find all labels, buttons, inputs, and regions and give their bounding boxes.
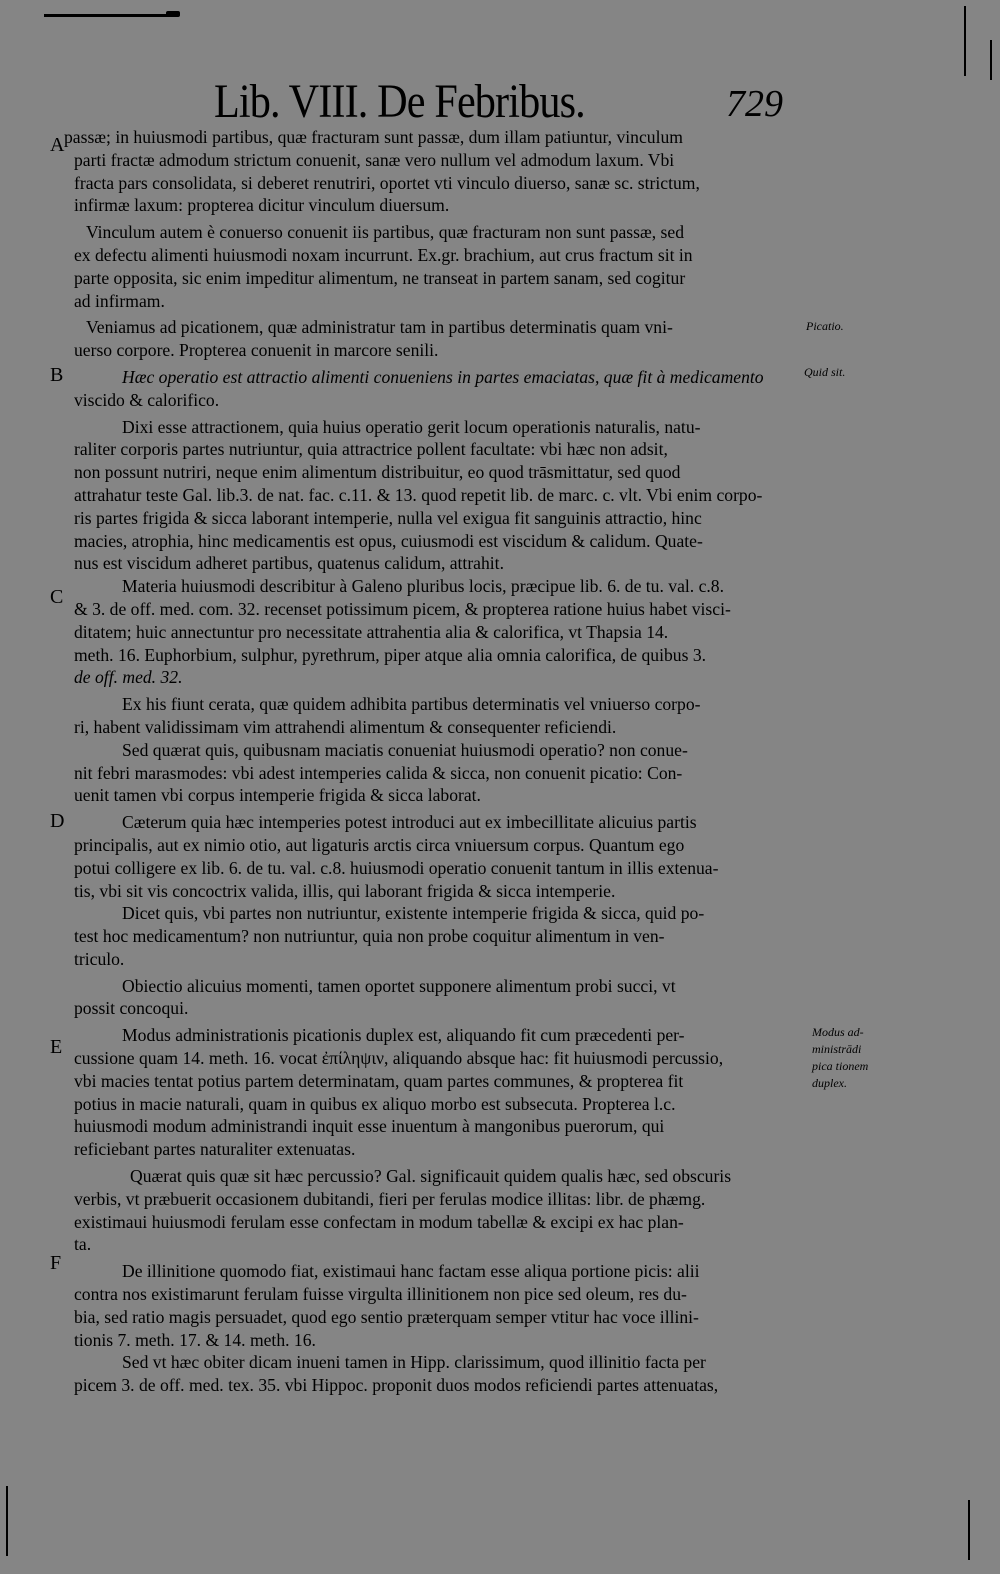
- running-head: Lib. VIII. De Febribus.: [214, 75, 585, 128]
- text-line: triculo.: [74, 948, 125, 969]
- section-letter-e: E: [50, 1036, 63, 1058]
- text-line: meth. 16. Euphorbium, sulphur, pyrethrum, piper atque alia omnia calorifica, de quibus 3.: [74, 644, 707, 665]
- text-line: Materia huiusmodi describitur à Galeno pluribus locis, præcipue lib. 6. de tu. val. c.8.: [122, 576, 724, 597]
- section-letter-b: B: [50, 364, 64, 386]
- text-line: de off. med. 32.: [74, 667, 183, 688]
- text-line: Obiectio alicuius momenti, tamen oportet supponere alimentum probi succi, vt: [122, 975, 676, 996]
- text-line: Sed quærat quis, quibusnam maciatis conueniat huiusmodi operatio? non conue-: [122, 739, 688, 760]
- text-line: viscido & calorifico.: [74, 389, 220, 410]
- text-line: vbi macies tentat potius partem determinatam, quam partes communes, & propterea fit: [74, 1070, 684, 1091]
- text-line: Ex his fiunt cerata, quæ quidem adhibita partibus determinatis vel vniuerso corpo-: [122, 694, 701, 715]
- text-line: Hæc operatio est attractio alimenti conueniens in partes emaciatas, quæ fit à medicamento: [122, 366, 764, 387]
- page-number: 729: [726, 83, 783, 125]
- text-line: cussione quam 14. meth. 16. vocat ἐπίληψιν, aliquando absque hac: fit huiusmodi percussio,: [74, 1048, 724, 1069]
- text-line: Sed vt hæc obiter dicam inueni tamen in Hipp. clarissimum, quod illinitio facta per: [122, 1352, 706, 1373]
- scan-edge-mark: [6, 1486, 8, 1556]
- text-line: huiusmodi modum administrandi inquit esse inuentum à mangonibus puerorum, qui: [74, 1116, 665, 1137]
- text-line: picem 3. de off. med. tex. 35. vbi Hippoc. proponit duos modos reficiendi partes attenuatas,: [74, 1375, 719, 1396]
- text-line: ex defectu alimenti huiusmodi noxam incurrunt. Ex.gr. brachium, aut crus fractum sit in: [74, 244, 693, 265]
- text-line: ta.: [74, 1234, 92, 1255]
- text-line: nus est viscidum adheret partibus, quatenus calidum, attrahit.: [74, 553, 504, 574]
- margin-note-quid-sit: Quid sit.: [804, 365, 846, 379]
- text-line: verbis, vt præbuerit occasionem dubitandi, fieri per ferulas modice illitas: libr. de phæmg.: [74, 1188, 706, 1209]
- section-letter-d: D: [50, 810, 65, 832]
- text-line: Vinculum autem è conuerso conuenit iis partibus, quæ fracturam non sunt passæ, sed: [86, 222, 684, 243]
- text-line: uenit tamen vbi corpus intemperie frigida & sicca laborat.: [74, 785, 481, 806]
- scan-edge-mark: [990, 40, 992, 80]
- text-line: Dicet quis, vbi partes non nutriuntur, existente intemperie frigida & sicca, quid po-: [122, 903, 705, 924]
- top-rule: [44, 14, 170, 17]
- section-letter-a: A: [50, 134, 65, 156]
- text-line: Cæterum quia hæc intemperies potest introduci aut ex imbecillitate alicuius partis: [122, 812, 697, 833]
- text-line: tionis 7. meth. 17. & 14. meth. 16.: [74, 1329, 316, 1350]
- section-letter-c: C: [50, 586, 64, 608]
- text-line: De illinitione quomodo fiat, existimaui hanc factam esse aliqua portione picis: alii: [122, 1261, 700, 1282]
- margin-note-picatio: Picatio.: [806, 319, 844, 333]
- text-line: attrahatur teste Gal. lib.3. de nat. fac. c.11. & 13. quod repetit lib. de marc. c. vlt. Vbi enim corpo-: [74, 484, 763, 505]
- text-line: fracta pars consolidata, si deberet renutriri, oportet vti vinculo diuerso, sanæ sc. strictum,: [74, 172, 700, 193]
- text-line: passæ; in huiusmodi partibus, quæ fracturam sunt passæ, dum illam patiuntur, vinculum: [64, 127, 683, 147]
- text-line: contra nos existimarunt ferulam fuisse virgulta illinitionem non pice sed oleum, res du-: [74, 1284, 687, 1305]
- text-line: ri, habent validissimam vim attrahendi alimentum & consequenter reficiendi.: [74, 716, 617, 737]
- text-line: parte opposita, sic enim impeditur alimentum, ne transeat in partem sanam, sed cogitur: [74, 267, 686, 288]
- text-line: Quærat quis quæ sit hæc percussio? Gal. significauit quidem qualis hæc, sed obscuris: [130, 1166, 732, 1187]
- text-line: test hoc medicamentum? non nutriuntur, quia non probe coquitur alimentum in ven-: [74, 926, 665, 947]
- text-line: non possunt nutriri, neque enim alimentum distribuitur, eo quod trāsmittatur, sed quod: [74, 462, 681, 483]
- text-line: & 3. de off. med. com. 32. recenset potissimum picem, & propterea ratione huius habet visci-: [74, 598, 731, 619]
- scan-edge-mark: [964, 6, 966, 76]
- text-line: potui colligere ex lib. 6. de tu. val. c.8. huiusmodi operatio conuenit tantum in illis extenua-: [74, 857, 719, 878]
- text-line: Veniamus ad picationem, quæ administratur tam in partibus determinatis quam vni-: [86, 317, 673, 338]
- text-line: reficiebant partes naturaliter extenuatas.: [74, 1139, 356, 1160]
- text-line: raliter corporis partes nutriuntur, quia attractrice pollent facultate: vbi hæc non adsit,: [74, 439, 668, 460]
- text-line: nit febri marasmodes: vbi adest intemperies calida & sicca, non conuenit picatio: Con-: [74, 762, 683, 783]
- text-line: ris partes frigida & sicca laborant intemperie, nulla vel exigua fit sanguinis attractio, hinc: [74, 507, 702, 528]
- text-line: ad infirmam.: [74, 290, 165, 311]
- text-line: existimaui huiusmodi ferulam esse confectam in modum tabellæ & excipi ex hac plan-: [74, 1211, 684, 1232]
- body-text: [50, 126, 810, 1397]
- scan-edge-mark: [968, 1500, 970, 1560]
- margin-note-modus: pica tionem: [812, 1059, 869, 1073]
- text-line: Dixi esse attractionem, quia huius operatio gerit locum operationis naturalis, natu-: [122, 416, 701, 437]
- margin-note-modus: Modus ad-: [812, 1025, 864, 1039]
- margin-note-modus: ministrādi: [812, 1042, 862, 1056]
- margin-note-modus: duplex.: [812, 1076, 847, 1090]
- text-line: possit concoqui.: [74, 998, 189, 1019]
- text-line: tis, vbi sit vis concoctrix valida, illis, qui laborant frigida & sicca intemperie.: [74, 880, 616, 901]
- text-line: principalis, aut ex nimio otio, aut ligaturis arctis circa vniuersum corpus. Quantum ego: [74, 834, 685, 855]
- text-line: macies, atrophia, hinc medicamentis est opus, cuiusmodi est viscidum & calidum. Quate-: [74, 530, 703, 551]
- text-line: uerso corpore. Propterea conuenit in marcore senili.: [74, 340, 439, 361]
- text-line: bia, sed ratio magis persuadet, quod ego sentio præterquam semper vtitur hac voce illini-: [74, 1306, 699, 1327]
- text-line: potius in macie naturali, quam in quibus ex aliquo morbo est subsecuta. Propterea l.c.: [74, 1093, 676, 1114]
- text-line: Modus administrationis picationis duplex est, aliquando fit cum præcedenti per-: [122, 1025, 685, 1046]
- text-line: parti fractæ admodum strictum conuenit, sanæ vero nullum vel admodum laxum. Vbi: [74, 149, 675, 170]
- text-line: ditatem; huic annectuntur pro necessitate attrahentia alia & calorifica, vt Thapsia 14.: [74, 621, 669, 642]
- text-line: infirmæ laxum: propterea dicitur vinculum diuersum.: [74, 195, 450, 216]
- section-letter-f: F: [50, 1252, 62, 1274]
